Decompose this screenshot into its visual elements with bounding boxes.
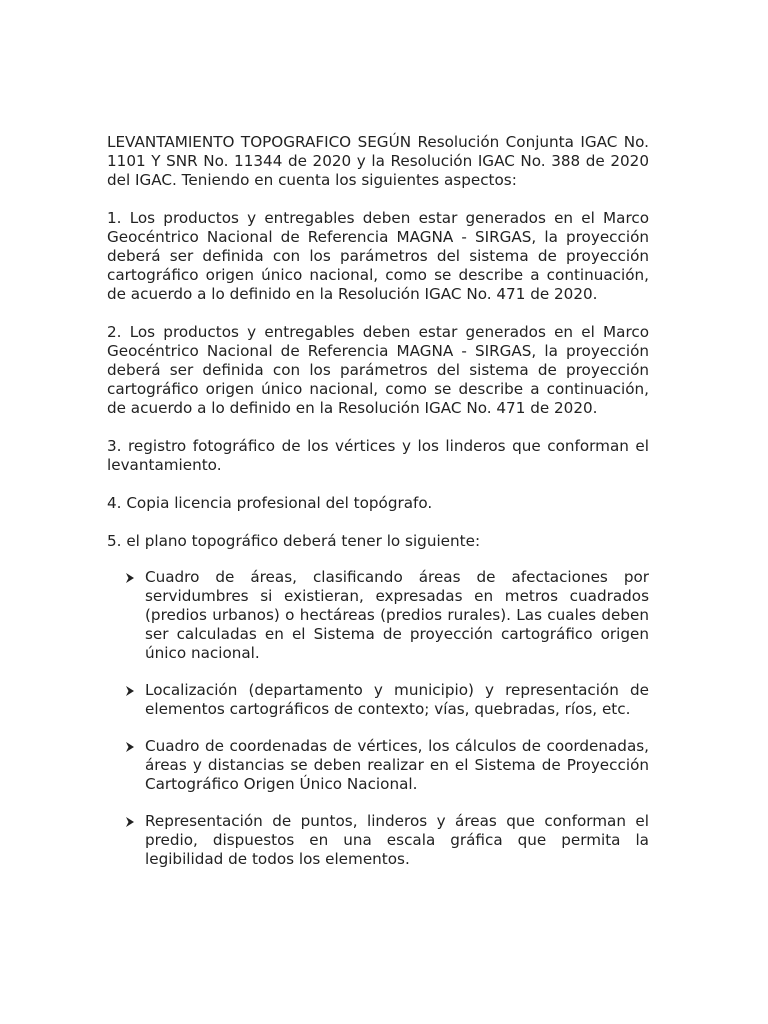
document-page <box>107 133 649 887</box>
bullet-item <box>107 568 649 663</box>
arrowhead-bullet-icon <box>125 742 135 752</box>
item-4-paragraph: 4. Copia licencia profesional del topógrafo. <box>107 494 433 512</box>
arrowhead-bullet-icon <box>125 817 135 827</box>
bullet-item <box>107 812 649 869</box>
item-2-paragraph: 2. Los productos y entregables deben estar generados en el Marco Geocéntrico Nacional de Referencia MAGNA - SIRGAS, la proyección deberá ser definida con los parámetros del sistema de proyección cartográfico origen único nacional, como se describe a continuación, de acuerdo a lo definido en la Resolución IGAC No. 471 de 2020. <box>107 323 649 417</box>
bullet-item <box>107 737 649 794</box>
bullet-list <box>107 568 649 869</box>
intro-paragraph: LEVANTAMIENTO TOPOGRAFICO SEGÚN Resolución Conjunta IGAC No. 1101 Y SNR No. 11344 de 2020 y la Resolución IGAC No. 388 de 2020 del IGAC. Teniendo en cuenta los siguientes aspectos: <box>107 133 649 189</box>
bullet-text: Cuadro de coordenadas de vértices, los cálculos de coordenadas, áreas y distancias se deben realizar en el Sistema de Proyección Cartográfico Origen Único Nacional. <box>145 737 649 793</box>
bullet-text: Cuadro de áreas, clasificando áreas de afectaciones por servidumbres si existieran, expresadas en metros cuadrados (predios urbanos) o hectáreas (predios rurales). Las cuales deben ser calculadas en el Sistema de proyección cartográfico origen único nacional. <box>145 568 649 662</box>
arrowhead-bullet-icon <box>125 686 135 696</box>
arrowhead-bullet-icon <box>125 573 135 583</box>
bullet-text: Localización (departamento y municipio) y representación de elementos cartográficos de contexto; vías, quebradas, ríos, etc. <box>145 681 649 718</box>
bullet-text: Representación de puntos, linderos y áreas que conforman el predio, dispuestos en una escala gráfica que permita la legibilidad de todos los elementos. <box>145 812 649 868</box>
item-3-paragraph: 3. registro fotográfico de los vértices y los linderos que conforman el levantamiento. <box>107 437 649 474</box>
item-1-paragraph: 1. Los productos y entregables deben estar generados en el Marco Geocéntrico Nacional de Referencia MAGNA - SIRGAS, la proyección deberá ser definida con los parámetros del sistema de proyección cartográfico origen único nacional, como se describe a continuación, de acuerdo a lo definido en la Resolución IGAC No. 471 de 2020. <box>107 209 649 303</box>
item-5-paragraph: 5. el plano topográfico deberá tener lo siguiente: <box>107 532 481 550</box>
bullet-item <box>107 681 649 719</box>
